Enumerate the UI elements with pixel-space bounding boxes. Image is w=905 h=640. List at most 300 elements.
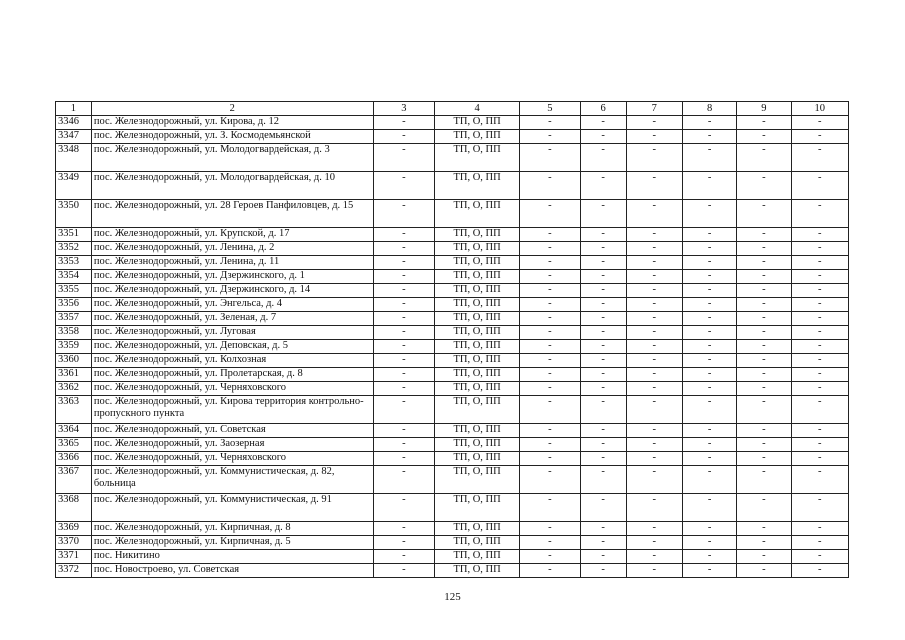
- address-cell: пос. Железнодорожный, ул. Ленина, д. 2: [91, 242, 373, 256]
- object-type-cell: ТП, О, ПП: [435, 256, 520, 270]
- object-type-cell: ТП, О, ПП: [435, 536, 520, 550]
- col10-cell: -: [791, 144, 848, 172]
- object-type-cell: ТП, О, ПП: [435, 228, 520, 242]
- address-cell: пос. Железнодорожный, ул. Молодогвардейская, д. 10: [91, 172, 373, 200]
- col10-cell: -: [791, 368, 848, 382]
- object-type-cell: ТП, О, ПП: [435, 130, 520, 144]
- col5-cell: -: [520, 144, 580, 172]
- header-cell: 9: [737, 102, 791, 116]
- object-type-cell: ТП, О, ПП: [435, 284, 520, 298]
- object-type-cell: ТП, О, ПП: [435, 116, 520, 130]
- table-row: [56, 172, 849, 200]
- row-number-cell: 3368: [56, 494, 92, 522]
- col6-cell: -: [580, 256, 626, 270]
- col3-cell: -: [373, 298, 434, 312]
- address-cell: пос. Новостроево, ул. Советская: [91, 564, 373, 578]
- address-cell: пос. Железнодорожный, ул. Деповская, д. 5: [91, 340, 373, 354]
- col3-cell: -: [373, 564, 434, 578]
- col3-cell: -: [373, 438, 434, 452]
- col7-cell: -: [626, 466, 682, 494]
- col5-cell: -: [520, 494, 580, 522]
- header-cell: 2: [91, 102, 373, 116]
- col7-cell: -: [626, 242, 682, 256]
- table-row: [56, 200, 849, 228]
- col5-cell: -: [520, 312, 580, 326]
- col9-cell: -: [737, 284, 791, 298]
- table-row: [56, 564, 849, 578]
- col9-cell: -: [737, 564, 791, 578]
- col8-cell: -: [682, 368, 736, 382]
- object-type-cell: ТП, О, ПП: [435, 466, 520, 494]
- col10-cell: -: [791, 354, 848, 368]
- col8-cell: -: [682, 494, 736, 522]
- header-cell: 4: [435, 102, 520, 116]
- table-row: [56, 326, 849, 340]
- col7-cell: -: [626, 424, 682, 438]
- col7-cell: -: [626, 312, 682, 326]
- col8-cell: -: [682, 200, 736, 228]
- header-cell: 5: [520, 102, 580, 116]
- col10-cell: -: [791, 466, 848, 494]
- col9-cell: -: [737, 200, 791, 228]
- col8-cell: -: [682, 284, 736, 298]
- col6-cell: -: [580, 200, 626, 228]
- row-number-cell: 3352: [56, 242, 92, 256]
- col5-cell: -: [520, 522, 580, 536]
- col7-cell: -: [626, 172, 682, 200]
- col8-cell: -: [682, 438, 736, 452]
- row-number-cell: 3347: [56, 130, 92, 144]
- col5-cell: -: [520, 382, 580, 396]
- object-type-cell: ТП, О, ПП: [435, 438, 520, 452]
- col5-cell: -: [520, 396, 580, 424]
- col10-cell: -: [791, 242, 848, 256]
- table-row: [56, 424, 849, 438]
- col9-cell: -: [737, 536, 791, 550]
- col10-cell: -: [791, 452, 848, 466]
- col6-cell: -: [580, 522, 626, 536]
- table-row: [56, 228, 849, 242]
- col3-cell: -: [373, 466, 434, 494]
- col7-cell: -: [626, 438, 682, 452]
- col8-cell: -: [682, 228, 736, 242]
- table-row: [56, 368, 849, 382]
- col8-cell: -: [682, 172, 736, 200]
- table-row: [56, 340, 849, 354]
- col7-cell: -: [626, 130, 682, 144]
- col7-cell: -: [626, 298, 682, 312]
- col7-cell: -: [626, 536, 682, 550]
- col6-cell: -: [580, 396, 626, 424]
- col7-cell: -: [626, 354, 682, 368]
- table-row: [56, 312, 849, 326]
- col3-cell: -: [373, 200, 434, 228]
- col8-cell: -: [682, 550, 736, 564]
- row-number-cell: 3350: [56, 200, 92, 228]
- address-cell: пос. Железнодорожный, ул. Пролетарская, д. 8: [91, 368, 373, 382]
- col10-cell: -: [791, 228, 848, 242]
- object-type-cell: ТП, О, ПП: [435, 424, 520, 438]
- col5-cell: -: [520, 298, 580, 312]
- table-row: [56, 256, 849, 270]
- object-type-cell: ТП, О, ПП: [435, 298, 520, 312]
- address-cell: пос. Железнодорожный, ул. 28 Героев Панфиловцев, д. 15: [91, 200, 373, 228]
- address-cell: пос. Железнодорожный, ул. Дзержинского, д. 14: [91, 284, 373, 298]
- col10-cell: -: [791, 326, 848, 340]
- col5-cell: -: [520, 550, 580, 564]
- col6-cell: -: [580, 270, 626, 284]
- table-row: [56, 116, 849, 130]
- col5-cell: -: [520, 242, 580, 256]
- address-cell: пос. Никитино: [91, 550, 373, 564]
- address-cell: пос. Железнодорожный, ул. Колхозная: [91, 354, 373, 368]
- col7-cell: -: [626, 368, 682, 382]
- row-number-cell: 3351: [56, 228, 92, 242]
- col5-cell: -: [520, 284, 580, 298]
- col6-cell: -: [580, 494, 626, 522]
- table-row: [56, 284, 849, 298]
- col5-cell: -: [520, 200, 580, 228]
- col8-cell: -: [682, 536, 736, 550]
- table-row: [56, 298, 849, 312]
- col5-cell: -: [520, 354, 580, 368]
- row-number-cell: 3370: [56, 536, 92, 550]
- col6-cell: -: [580, 228, 626, 242]
- col7-cell: -: [626, 270, 682, 284]
- row-number-cell: 3359: [56, 340, 92, 354]
- address-cell: пос. Железнодорожный, ул. Кирова, д. 12: [91, 116, 373, 130]
- col7-cell: -: [626, 200, 682, 228]
- col7-cell: -: [626, 494, 682, 522]
- row-number-cell: 3372: [56, 564, 92, 578]
- address-cell: пос. Железнодорожный, ул. Зеленая, д. 7: [91, 312, 373, 326]
- row-number-cell: 3349: [56, 172, 92, 200]
- table-header-row: [56, 102, 849, 116]
- object-type-cell: ТП, О, ПП: [435, 340, 520, 354]
- address-cell: пос. Железнодорожный, ул. Советская: [91, 424, 373, 438]
- col6-cell: -: [580, 144, 626, 172]
- header-cell: 10: [791, 102, 848, 116]
- address-cell: пос. Железнодорожный, ул. Энгельса, д. 4: [91, 298, 373, 312]
- col3-cell: -: [373, 354, 434, 368]
- col8-cell: -: [682, 382, 736, 396]
- col10-cell: -: [791, 312, 848, 326]
- col8-cell: -: [682, 466, 736, 494]
- col5-cell: -: [520, 368, 580, 382]
- row-number-cell: 3361: [56, 368, 92, 382]
- address-cell: пос. Железнодорожный, ул. Коммунистическая, д. 91: [91, 494, 373, 522]
- col5-cell: -: [520, 130, 580, 144]
- row-number-cell: 3369: [56, 522, 92, 536]
- col5-cell: -: [520, 116, 580, 130]
- col10-cell: -: [791, 564, 848, 578]
- col10-cell: -: [791, 130, 848, 144]
- col8-cell: -: [682, 270, 736, 284]
- header-cell: 3: [373, 102, 434, 116]
- col9-cell: -: [737, 326, 791, 340]
- row-number-cell: 3363: [56, 396, 92, 424]
- col6-cell: -: [580, 452, 626, 466]
- object-type-cell: ТП, О, ПП: [435, 564, 520, 578]
- col6-cell: -: [580, 368, 626, 382]
- table-row: [56, 452, 849, 466]
- row-number-cell: 3354: [56, 270, 92, 284]
- col9-cell: -: [737, 340, 791, 354]
- col9-cell: -: [737, 242, 791, 256]
- col7-cell: -: [626, 326, 682, 340]
- col8-cell: -: [682, 340, 736, 354]
- col9-cell: -: [737, 452, 791, 466]
- col6-cell: -: [580, 382, 626, 396]
- object-type-cell: ТП, О, ПП: [435, 550, 520, 564]
- table-row: [56, 354, 849, 368]
- object-type-cell: ТП, О, ПП: [435, 312, 520, 326]
- col10-cell: -: [791, 298, 848, 312]
- table-row: [56, 144, 849, 172]
- col3-cell: -: [373, 228, 434, 242]
- col3-cell: -: [373, 326, 434, 340]
- address-cell: пос. Железнодорожный, ул. Черняховского: [91, 452, 373, 466]
- col7-cell: -: [626, 452, 682, 466]
- col9-cell: -: [737, 144, 791, 172]
- table-row: [56, 242, 849, 256]
- col8-cell: -: [682, 116, 736, 130]
- object-type-cell: ТП, О, ПП: [435, 522, 520, 536]
- col9-cell: -: [737, 438, 791, 452]
- header-cell: 7: [626, 102, 682, 116]
- col10-cell: -: [791, 396, 848, 424]
- row-number-cell: 3367: [56, 466, 92, 494]
- col10-cell: -: [791, 382, 848, 396]
- col9-cell: -: [737, 228, 791, 242]
- col8-cell: -: [682, 242, 736, 256]
- object-type-cell: ТП, О, ПП: [435, 494, 520, 522]
- row-number-cell: 3358: [56, 326, 92, 340]
- header-cell: 8: [682, 102, 736, 116]
- col9-cell: -: [737, 172, 791, 200]
- col9-cell: -: [737, 270, 791, 284]
- address-cell: пос. Железнодорожный, ул. Крупской, д. 17: [91, 228, 373, 242]
- col5-cell: -: [520, 228, 580, 242]
- table-row: [56, 438, 849, 452]
- table-row: [56, 550, 849, 564]
- row-number-cell: 3365: [56, 438, 92, 452]
- address-cell: пос. Железнодорожный, ул. Ленина, д. 11: [91, 256, 373, 270]
- col5-cell: -: [520, 466, 580, 494]
- row-number-cell: 3346: [56, 116, 92, 130]
- address-cell: пос. Железнодорожный, ул. З. Космодемьянской: [91, 130, 373, 144]
- object-type-cell: ТП, О, ПП: [435, 326, 520, 340]
- col7-cell: -: [626, 396, 682, 424]
- col3-cell: -: [373, 382, 434, 396]
- col3-cell: -: [373, 340, 434, 354]
- col6-cell: -: [580, 438, 626, 452]
- address-cell: пос. Железнодорожный, ул. Дзержинского, д. 1: [91, 270, 373, 284]
- col6-cell: -: [580, 536, 626, 550]
- row-number-cell: 3355: [56, 284, 92, 298]
- col9-cell: -: [737, 424, 791, 438]
- row-number-cell: 3360: [56, 354, 92, 368]
- col9-cell: -: [737, 466, 791, 494]
- object-type-cell: ТП, О, ПП: [435, 354, 520, 368]
- col8-cell: -: [682, 354, 736, 368]
- col6-cell: -: [580, 284, 626, 298]
- col8-cell: -: [682, 564, 736, 578]
- col5-cell: -: [520, 256, 580, 270]
- object-type-cell: ТП, О, ПП: [435, 396, 520, 424]
- row-number-cell: 3348: [56, 144, 92, 172]
- row-number-cell: 3364: [56, 424, 92, 438]
- col9-cell: -: [737, 298, 791, 312]
- col10-cell: -: [791, 200, 848, 228]
- col7-cell: -: [626, 382, 682, 396]
- col3-cell: -: [373, 368, 434, 382]
- col9-cell: -: [737, 550, 791, 564]
- address-cell: пос. Железнодорожный, ул. Кирпичная, д. 8: [91, 522, 373, 536]
- col8-cell: -: [682, 144, 736, 172]
- col8-cell: -: [682, 298, 736, 312]
- col10-cell: -: [791, 270, 848, 284]
- col8-cell: -: [682, 326, 736, 340]
- col3-cell: -: [373, 270, 434, 284]
- col9-cell: -: [737, 522, 791, 536]
- col8-cell: -: [682, 522, 736, 536]
- col7-cell: -: [626, 228, 682, 242]
- row-number-cell: 3366: [56, 452, 92, 466]
- col10-cell: -: [791, 536, 848, 550]
- col6-cell: -: [580, 466, 626, 494]
- col3-cell: -: [373, 242, 434, 256]
- col6-cell: -: [580, 550, 626, 564]
- row-number-cell: 3357: [56, 312, 92, 326]
- object-type-cell: ТП, О, ПП: [435, 242, 520, 256]
- col10-cell: -: [791, 340, 848, 354]
- col8-cell: -: [682, 396, 736, 424]
- col6-cell: -: [580, 354, 626, 368]
- object-type-cell: ТП, О, ПП: [435, 200, 520, 228]
- col6-cell: -: [580, 340, 626, 354]
- col3-cell: -: [373, 452, 434, 466]
- table-row: [56, 494, 849, 522]
- table-row: [56, 466, 849, 494]
- col10-cell: -: [791, 424, 848, 438]
- table-row: [56, 396, 849, 424]
- col6-cell: -: [580, 130, 626, 144]
- col3-cell: -: [373, 130, 434, 144]
- col5-cell: -: [520, 270, 580, 284]
- row-number-cell: 3353: [56, 256, 92, 270]
- col7-cell: -: [626, 522, 682, 536]
- header-cell: 1: [56, 102, 92, 116]
- col3-cell: -: [373, 494, 434, 522]
- col9-cell: -: [737, 494, 791, 522]
- table-row: [56, 522, 849, 536]
- col5-cell: -: [520, 564, 580, 578]
- col6-cell: -: [580, 424, 626, 438]
- address-cell: пос. Железнодорожный, ул. Коммунистическая, д. 82, больница: [91, 466, 373, 494]
- col9-cell: -: [737, 368, 791, 382]
- col3-cell: -: [373, 424, 434, 438]
- col5-cell: -: [520, 438, 580, 452]
- col3-cell: -: [373, 116, 434, 130]
- address-cell: пос. Железнодорожный, ул. Молодогвардейская, д. 3: [91, 144, 373, 172]
- row-number-cell: 3371: [56, 550, 92, 564]
- address-cell: пос. Железнодорожный, ул. Кирова территория контрольно-пропускного пункта: [91, 396, 373, 424]
- col6-cell: -: [580, 298, 626, 312]
- col7-cell: -: [626, 116, 682, 130]
- col5-cell: -: [520, 172, 580, 200]
- col9-cell: -: [737, 256, 791, 270]
- col7-cell: -: [626, 144, 682, 172]
- col8-cell: -: [682, 312, 736, 326]
- col7-cell: -: [626, 550, 682, 564]
- col6-cell: -: [580, 326, 626, 340]
- col3-cell: -: [373, 172, 434, 200]
- col3-cell: -: [373, 144, 434, 172]
- col8-cell: -: [682, 424, 736, 438]
- col10-cell: -: [791, 522, 848, 536]
- col7-cell: -: [626, 340, 682, 354]
- table-row: [56, 382, 849, 396]
- object-type-cell: ТП, О, ПП: [435, 368, 520, 382]
- col3-cell: -: [373, 396, 434, 424]
- col10-cell: -: [791, 256, 848, 270]
- col7-cell: -: [626, 284, 682, 298]
- col9-cell: -: [737, 382, 791, 396]
- address-cell: пос. Железнодорожный, ул. Заозерная: [91, 438, 373, 452]
- page-number: 125: [444, 591, 461, 603]
- col5-cell: -: [520, 452, 580, 466]
- col3-cell: -: [373, 284, 434, 298]
- col6-cell: -: [580, 564, 626, 578]
- col10-cell: -: [791, 284, 848, 298]
- col3-cell: -: [373, 536, 434, 550]
- address-cell: пос. Железнодорожный, ул. Черняховского: [91, 382, 373, 396]
- col3-cell: -: [373, 550, 434, 564]
- table-row: [56, 270, 849, 284]
- col6-cell: -: [580, 116, 626, 130]
- object-type-cell: ТП, О, ПП: [435, 452, 520, 466]
- registry-table: [55, 101, 849, 578]
- col3-cell: -: [373, 256, 434, 270]
- row-number-cell: 3362: [56, 382, 92, 396]
- col9-cell: -: [737, 354, 791, 368]
- col6-cell: -: [580, 312, 626, 326]
- object-type-cell: ТП, О, ПП: [435, 382, 520, 396]
- col7-cell: -: [626, 564, 682, 578]
- address-cell: пос. Железнодорожный, ул. Луговая: [91, 326, 373, 340]
- col9-cell: -: [737, 396, 791, 424]
- col3-cell: -: [373, 522, 434, 536]
- col8-cell: -: [682, 130, 736, 144]
- col7-cell: -: [626, 256, 682, 270]
- col3-cell: -: [373, 312, 434, 326]
- col8-cell: -: [682, 452, 736, 466]
- col9-cell: -: [737, 312, 791, 326]
- col9-cell: -: [737, 116, 791, 130]
- header-cell: 6: [580, 102, 626, 116]
- object-type-cell: ТП, О, ПП: [435, 172, 520, 200]
- col10-cell: -: [791, 494, 848, 522]
- object-type-cell: ТП, О, ПП: [435, 270, 520, 284]
- col6-cell: -: [580, 242, 626, 256]
- col10-cell: -: [791, 438, 848, 452]
- table-row: [56, 536, 849, 550]
- col5-cell: -: [520, 340, 580, 354]
- col9-cell: -: [737, 130, 791, 144]
- col5-cell: -: [520, 424, 580, 438]
- col6-cell: -: [580, 172, 626, 200]
